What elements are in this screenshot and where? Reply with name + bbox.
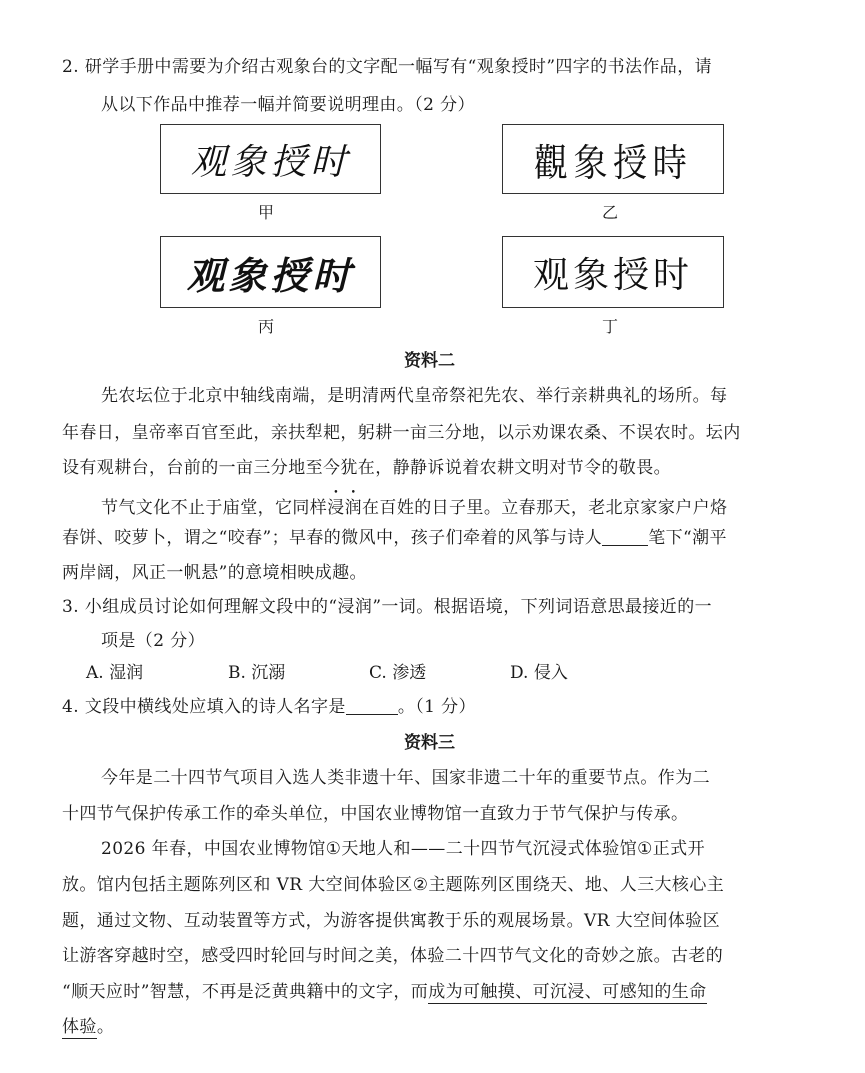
q4-prompt-b: 。（1 分） [397,697,476,717]
caption-ding: 丁 [602,317,619,336]
q4-answer-blank [346,697,398,715]
underlined-sentence-part2: 体验 [62,1017,97,1037]
material3-p2-line5-a: “顺天应时”智慧，不再是泛黄典籍中的文字，而 [62,982,429,1002]
material3-heading: 资料三 [404,733,455,753]
calligraphy-work-yi [502,124,724,194]
q2-prompt-line1: 2. 研学手册中需要为介绍古观象台的文字配一幅写有“观象授时”四字的书法作品，请 [62,57,713,77]
material2-heading: 资料二 [404,351,455,371]
material3-p2-line1-a: 2026 年春，中国农业博物馆 [101,839,326,859]
caption-jia: 甲 [258,203,275,222]
q3-option-c: C. 渗透 [369,663,427,683]
q3-option-a: A. 湿润 [86,663,144,683]
revision-mark-1: ① [325,839,342,859]
material2-p1-line2: 年春日，皇帝率百官至此，亲扶犁耙，躬耕一亩三分地，以示劝课农桑、不误农时。坛内 [62,423,741,443]
material3-p2-line6 [62,1012,114,1037]
caption-bing: 丙 [258,317,275,336]
material2-p2-line1-b: 在百姓的日子里。立春那天，老北京家家户户烙 [362,498,728,518]
revision-mark-1b: ① [637,839,653,859]
material3-p2-line2-b: 主题陈列区围绕天、地、人三大核心主 [428,875,725,895]
calligraphy-text-yi: 觀象授時 [533,140,693,185]
material3-p2-line5 [62,977,707,1002]
material3-p2-line1 [101,834,705,859]
material2-p2-line2-b: 笔下“潮平 [648,528,727,548]
underlined-sentence-part1: 成为可触摸、可沉浸、可感知的生命 [428,982,707,1002]
poet-name-blank [602,528,648,546]
calligraphy-text-ding: 观象授时 [532,254,693,296]
material2-p2-line1 [101,488,727,518]
material3-p2-line6-b: 。 [96,1017,115,1037]
caption-yi: 乙 [602,203,619,222]
material3-p1-line2: 十四节气保护传承工作的牵头单位，中国农业博物馆一直致力于节气保护与传承。 [62,804,689,824]
q3-option-d: D. 侵入 [510,663,568,683]
calligraphy-work-ding [502,236,724,308]
material3-p2-line4: 让游客穿越时空，感受四时轮回与时间之美，体验二十四节气文化的奇妙之旅。古老的 [62,946,724,966]
material3-p1-line1: 今年是二十四节气项目入选人类非遗十年、国家非遗二十年的重要节点。作为二 [101,768,710,788]
q2-prompt-line2: 从以下作品中推荐一幅并简要说明理由。（2 分） [101,95,475,115]
q4-prompt-a: 4. 文段中横线处应填入的诗人名字是 [62,697,346,717]
material2-p1-line1: 先农坛位于北京中轴线南端，是明清两代皇帝祭祀先农、举行亲耕典礼的场所。每 [101,386,728,406]
material3-p2-line2-a: 放。馆内包括主题陈列区和 VR 大空间体验区 [62,875,413,895]
material3-p2-line1-c: 正式开 [652,839,705,859]
material3-p2-line1-b: 天地人和——二十四节气沉浸式体验馆 [341,839,638,859]
q4-prompt [62,692,476,717]
material3-p2-line3: 题，通过文物、互动装置等方式，为游客提供寓教于乐的观展场景。VR 大空间体验区 [62,911,721,931]
calligraphy-work-bing [160,236,381,308]
calligraphy-text-bing: 观象授时 [186,253,355,298]
q3-option-b: B. 沉溺 [228,663,286,683]
emphasized-term: 浸润 [327,498,363,518]
material2-p2-line2 [62,523,727,548]
q3-prompt-line1: 3. 小组成员讨论如何理解文段中的“浸润”一词。根据语境，下列词语意思最接近的一 [62,597,713,617]
calligraphy-text-jia: 观象授时 [190,141,351,183]
q3-prompt-line2: 项是（2 分） [101,631,206,651]
calligraphy-work-jia [160,124,381,194]
material2-p1-line3: 设有观耕台，台前的一亩三分地至今犹在，静静诉说着农耕文明对节令的敬畏。 [62,458,671,478]
material3-p2-line2 [62,870,724,895]
revision-mark-2: ② [412,875,429,895]
material2-p2-line2-a: 春饼、咬萝卜，谓之“咬春”；早春的微风中，孩子们牵着的风筝与诗人 [62,528,603,548]
material2-p2-line1-a: 节气文化不止于庙堂，它同样 [101,498,328,518]
material2-p2-line3: 两岸阔，风正一帆悬”的意境相映成趣。 [62,563,367,583]
